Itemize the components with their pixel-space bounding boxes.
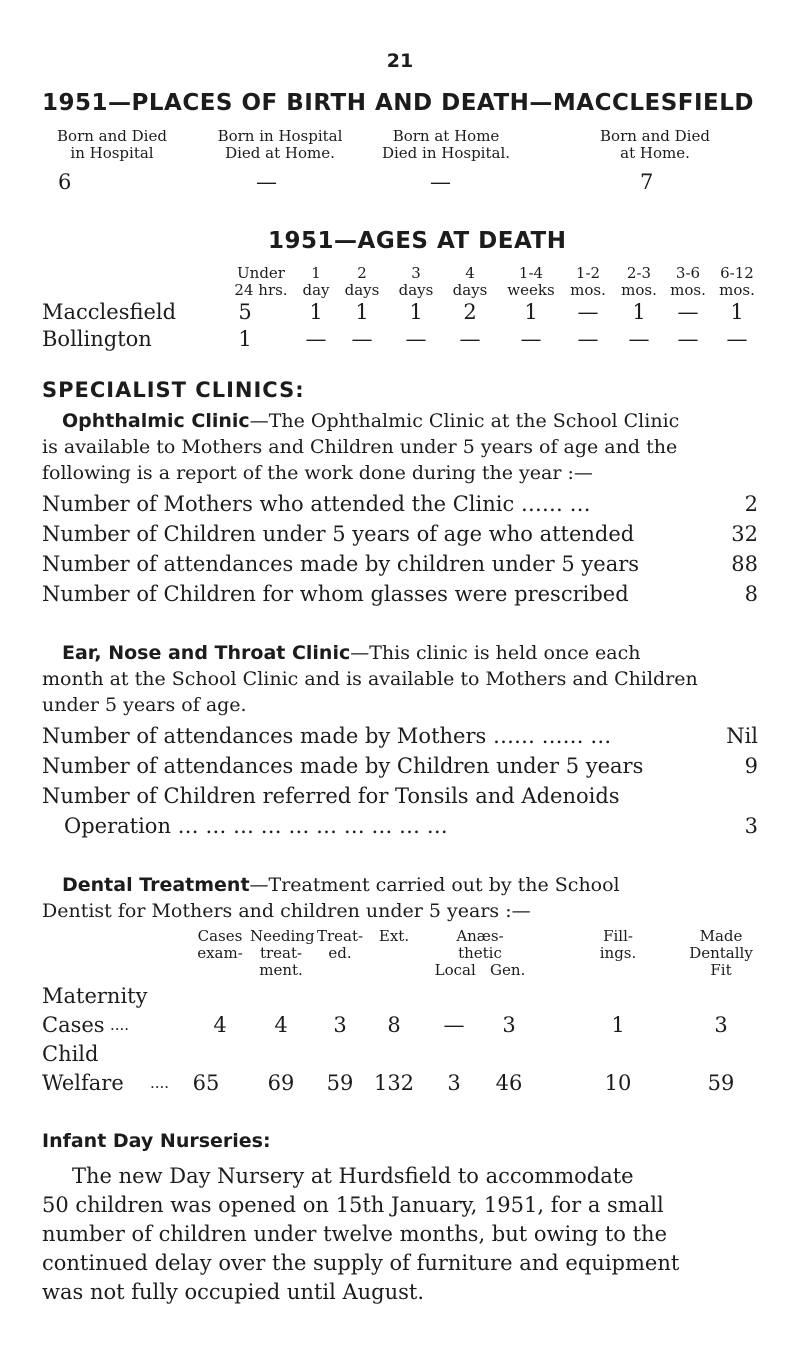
value-born-died-hospital: 6 <box>58 170 72 194</box>
col-line1: 3 <box>411 264 421 282</box>
dental-header-anaesthetic <box>420 928 540 979</box>
dental-lead: Dental Treatment <box>62 874 250 896</box>
col-line1: Born in Hospital <box>217 127 343 145</box>
col-line2: at Home. <box>620 144 690 162</box>
value-born-died-home: 7 <box>640 170 654 194</box>
header-line2: Dentally <box>689 944 753 962</box>
item-value: 3 <box>744 814 758 838</box>
dental-row-label1: Child <box>42 1042 99 1066</box>
header-line3: Local Gen. <box>434 961 526 979</box>
age-cell: — <box>405 327 427 351</box>
age-cell: — <box>577 300 599 324</box>
header-line3: ment. <box>259 961 303 979</box>
col-line2: days <box>344 281 380 299</box>
row-label-bollington: Bollington <box>42 327 152 351</box>
item-label: Number of Mothers who attended the Clinic …… … <box>42 492 591 516</box>
dental-header-fillings <box>588 928 648 962</box>
col-line1: 6-12 <box>720 264 754 282</box>
dental-cell: 69 <box>267 1071 295 1095</box>
col-line2: mos. <box>570 281 606 299</box>
col-line1: Born at Home <box>392 127 500 145</box>
col-line1: Born and Died <box>57 127 167 145</box>
dental-cell: 4 <box>213 1013 227 1037</box>
col-born-died-home <box>580 128 730 162</box>
col-line2: in Hospital <box>70 144 154 162</box>
age-cell: 1 <box>309 300 323 324</box>
age-col-under-24hrs <box>230 265 292 299</box>
dental-paragraph <box>42 872 758 924</box>
dental-cell: 65 <box>192 1071 220 1095</box>
item-label: Number of Children referred for Tonsils and Adenoids <box>42 784 620 808</box>
col-line1: 1 <box>311 264 321 282</box>
col-line2: days <box>398 281 434 299</box>
item-label: Number of attendances made by children under 5 years <box>42 552 640 576</box>
age-cell: 1 <box>409 300 423 324</box>
dental-cell: 59 <box>707 1071 735 1095</box>
age-cell: — <box>628 327 650 351</box>
age-cell: — <box>520 327 542 351</box>
col-line2: 24 hrs. <box>234 281 288 299</box>
age-col-3-6-mos <box>664 265 712 299</box>
age-cell: 2 <box>463 300 477 324</box>
dental-cell: 3 <box>447 1071 461 1095</box>
col-line1: Under <box>237 264 285 282</box>
ent-text-line: —This clinic is held once each <box>350 642 641 664</box>
header-line1: Fill- <box>603 927 633 945</box>
header-line3: Fit <box>710 961 732 979</box>
value-born-home-died-hospital: — <box>430 170 451 194</box>
dental-header-made-dentally-fit <box>676 928 766 979</box>
ophthalmic-paragraph <box>42 408 758 486</box>
age-cell: — <box>577 327 599 351</box>
col-line1: 4 <box>465 264 475 282</box>
dental-cell: 10 <box>604 1071 632 1095</box>
dental-cell: 59 <box>326 1071 354 1095</box>
age-cell: — <box>351 327 373 351</box>
age-col-1-2-mos <box>564 265 612 299</box>
places-title: 1951—PLACES OF BIRTH AND DEATH—MACCLESFIELD <box>42 90 754 116</box>
dental-cell: 3 <box>333 1013 347 1037</box>
dental-text-line: Dentist for Mothers and children under 5 years :— <box>42 900 531 922</box>
dental-header-needing-treatment <box>250 927 315 979</box>
ent-item <box>42 724 758 752</box>
nurseries-heading: Infant Day Nurseries: <box>42 1130 271 1152</box>
col-line1: 2 <box>357 264 367 282</box>
dental-cell: 3 <box>502 1013 516 1037</box>
col-line1: 3-6 <box>675 264 701 282</box>
ent-item <box>42 754 758 782</box>
ent-paragraph <box>42 640 758 718</box>
age-cell: 1 <box>524 300 538 324</box>
nurseries-line: number of children under twelve months, but owing to the <box>42 1222 668 1246</box>
col-line2: mos. <box>621 281 657 299</box>
item-label: Number of attendances made by Mothers …… …… … <box>42 724 612 748</box>
header-line2: exam- <box>197 944 243 962</box>
row-label-macclesfield: Macclesfield <box>42 300 177 324</box>
dental-text-line: —Treatment carried out by the School <box>249 874 620 896</box>
col-line1: 2-3 <box>626 264 652 282</box>
item-value: 9 <box>744 754 758 778</box>
age-cell: 1 <box>632 300 646 324</box>
col-line1: Born and Died <box>600 127 710 145</box>
ophthalmic-text-line: is available to Mothers and Children under 5 years of age and the <box>42 436 678 458</box>
col-line2: day <box>302 281 330 299</box>
col-born-home-died-hospital <box>366 128 526 162</box>
age-cell: 1 <box>730 300 744 324</box>
col-born-died-hospital <box>42 128 182 162</box>
dental-cell: 1 <box>611 1013 625 1037</box>
age-cell: — <box>677 327 699 351</box>
dental-cell: 4 <box>274 1013 288 1037</box>
col-line2: Died at Home. <box>225 144 335 162</box>
age-cell: 1 <box>355 300 369 324</box>
dental-cell: 3 <box>714 1013 728 1037</box>
dental-row-dots: .... <box>150 1074 170 1092</box>
value-born-hospital-died-home: — <box>256 170 277 194</box>
age-cell: — <box>305 327 327 351</box>
ophthalmic-lead: Ophthalmic Clinic <box>62 410 250 432</box>
ophthalmic-item <box>42 582 758 610</box>
dental-cell: — <box>443 1013 465 1037</box>
col-line2: days <box>452 281 488 299</box>
col-born-hospital-died-home <box>200 128 360 162</box>
age-col-1-4-weeks <box>500 265 562 299</box>
dental-header-ext <box>370 928 418 945</box>
age-col-2-3-mos <box>614 265 664 299</box>
age-cell: — <box>459 327 481 351</box>
age-col-6-12-mos <box>712 265 762 299</box>
header-line2: ings. <box>599 944 637 962</box>
age-col-1-day <box>298 265 334 299</box>
ages-title: 1951—AGES AT DEATH <box>268 228 567 254</box>
ent-item <box>42 784 758 812</box>
nurseries-line: The new Day Nursery at Hurdsfield to accommodate <box>72 1164 634 1188</box>
age-cell: — <box>677 300 699 324</box>
ent-item <box>42 814 758 842</box>
age-cell: 1 <box>238 327 252 351</box>
item-label: Number of Children under 5 years of age who attended <box>42 522 635 546</box>
ent-lead: Ear, Nose and Throat Clinic <box>62 642 351 664</box>
age-col-4-days <box>444 265 496 299</box>
dental-row-dots: .... <box>110 1016 130 1034</box>
col-line2: weeks <box>507 281 555 299</box>
item-value: Nil <box>726 724 758 748</box>
header-line1: Made <box>699 927 743 945</box>
ent-text-line: month at the School Clinic and is available to Mothers and Children <box>42 668 698 690</box>
col-line2: mos. <box>670 281 706 299</box>
item-label: Number of Children for whom glasses were prescribed <box>42 582 629 606</box>
ophthalmic-text-line: following is a report of the work done during the year :— <box>42 462 593 484</box>
age-col-2-days <box>336 265 388 299</box>
item-value: 88 <box>731 552 758 576</box>
nurseries-paragraph <box>42 1162 758 1307</box>
ophthalmic-text-line: —The Ophthalmic Clinic at the School Clinic <box>249 410 680 432</box>
item-label: Operation … … … … … … … … … … <box>64 814 448 838</box>
ent-text-line: under 5 years of age. <box>42 694 247 716</box>
header-line1: Anæs- <box>456 927 504 945</box>
nurseries-line: was not fully occupied until August. <box>42 1280 425 1304</box>
header-line2: ed. <box>328 944 352 962</box>
dental-cell: 132 <box>373 1071 415 1095</box>
dental-cell: 8 <box>387 1013 401 1037</box>
header-line2: thetic <box>458 944 502 962</box>
item-value: 32 <box>731 522 758 546</box>
age-col-3-days <box>390 265 442 299</box>
page-number: 21 <box>386 50 414 72</box>
dental-row-label1: Maternity <box>42 984 148 1008</box>
col-line1: 1-2 <box>575 264 601 282</box>
ophthalmic-item <box>42 492 758 520</box>
col-line2: mos. <box>719 281 755 299</box>
age-cell: 5 <box>238 300 252 324</box>
nurseries-line: continued delay over the supply of furniture and equipment <box>42 1251 680 1275</box>
dental-row-label2: Cases <box>42 1013 105 1037</box>
specialist-clinics-heading: SPECIALIST CLINICS: <box>42 378 305 402</box>
col-line2: Died in Hospital. <box>381 144 511 162</box>
dental-header-treated <box>314 928 366 962</box>
dental-row-label2: Welfare <box>42 1071 124 1095</box>
item-value: 2 <box>744 492 758 516</box>
header-line2: treat- <box>259 944 303 962</box>
header-line1: Treat- <box>316 927 364 945</box>
item-label: Number of attendances made by Children under 5 years <box>42 754 644 778</box>
ophthalmic-item <box>42 522 758 550</box>
dental-cell: 46 <box>495 1071 523 1095</box>
col-line1: 1-4 <box>518 264 544 282</box>
item-value: 8 <box>744 582 758 606</box>
header-line1: Ext. <box>378 927 410 945</box>
header-line1: Needing <box>250 927 315 945</box>
ophthalmic-item <box>42 552 758 580</box>
age-cell: — <box>726 327 748 351</box>
nurseries-line: 50 children was opened on 15th January, 1951, for a small <box>42 1193 664 1217</box>
dental-header-cases-exam <box>192 928 248 962</box>
header-line1: Cases <box>197 927 243 945</box>
